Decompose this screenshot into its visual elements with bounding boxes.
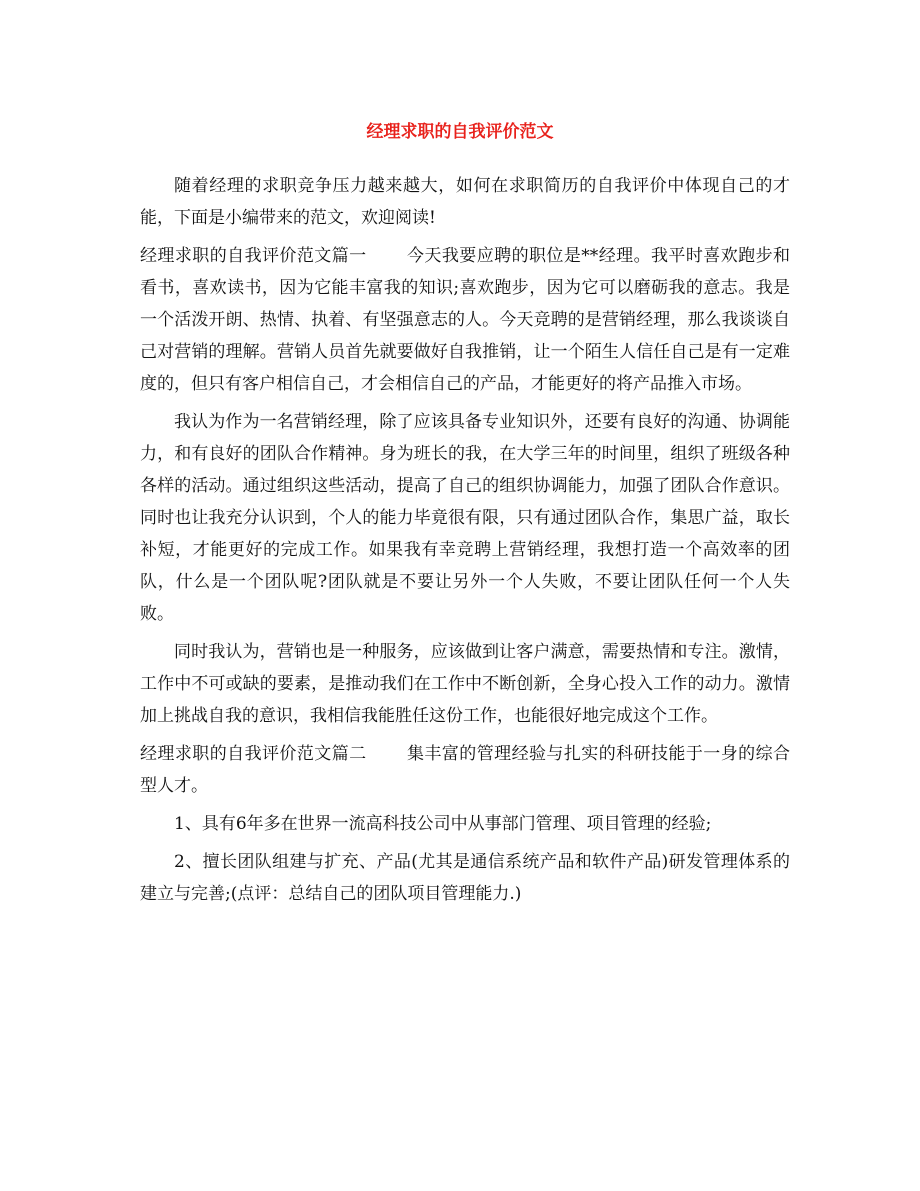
sample2-list-item-2: 2、擅长团队组建与扩充、产品(尤其是通信系统产品和软件产品)研发管理体系的建立与完善;(点评：总结自己的团队项目管理能力.): [140, 852, 790, 904]
sample1-paragraph-1: 今天我要应聘的职位是**经理。我平时喜欢跑步和看书，喜欢读书，因为它能丰富我的知识;喜欢跑步，因为它可以磨砺我的意志。我是一个活泼开朗、热情、执着、有坚强意志的人。今天竞聘的是营销经理，那么我谈谈自己对营销的理解。营销人员首先就要做好自我推销，让一个陌生人信任自己是有一定难度的，但只有客户相信自己，才会相信自己的产品，才能更好的将产品推入市场。: [140, 246, 791, 394]
sample2-paragraph-1: 集丰富的管理经验与扎实的科研技能于一身的综合型人才。: [140, 744, 791, 796]
sample2-block: [140, 738, 790, 802]
sample1-paragraph-2: 我认为作为一名营销经理，除了应该具备专业知识外，还要有良好的沟通、协调能力，和有良好的团队合作精神。身为班长的我，在大学三年的时间里，组织了班级各种各样的活动。通过组织这些活动，提高了自己的组织协调能力，加强了团队合作意识。同时也让我充分认识到，个人的能力毕竟很有限，只有通过团队合作，集思广益，取长补短，才能更好的完成工作。如果我有幸竞聘上营销经理，我想打造一个高效率的团队，什么是一个团队呢?团队就是不要让另外一个人失败，不要让团队任何一个人失败。: [140, 412, 790, 624]
sample2-heading: 经理求职的自我评价范文篇二: [140, 744, 367, 764]
sample1-block: [140, 240, 790, 400]
sample2-list-item-1: 1、具有6年多在世界一流高科技公司中从事部门管理、项目管理的经验;: [174, 814, 712, 834]
document-title: 经理求职的自我评价范文: [366, 122, 554, 142]
document-body: [140, 170, 790, 916]
sample1-heading: 经理求职的自我评价范文篇一: [140, 246, 367, 266]
sample1-paragraph-3: 同时我认为，营销也是一种服务，应该做到让客户满意，需要热情和专注。激情，工作中不可或缺的要素，是推动我们在工作中不断创新，全身心投入工作的动力。激情加上挑战自我的意识，我相信我能胜任这份工作，也能很好地完成这个工作。: [140, 642, 790, 726]
intro-paragraph: 随着经理的求职竞争压力越来越大，如何在求职简历的自我评价中体现自己的才能，下面是小编带来的范文，欢迎阅读!: [140, 176, 790, 228]
